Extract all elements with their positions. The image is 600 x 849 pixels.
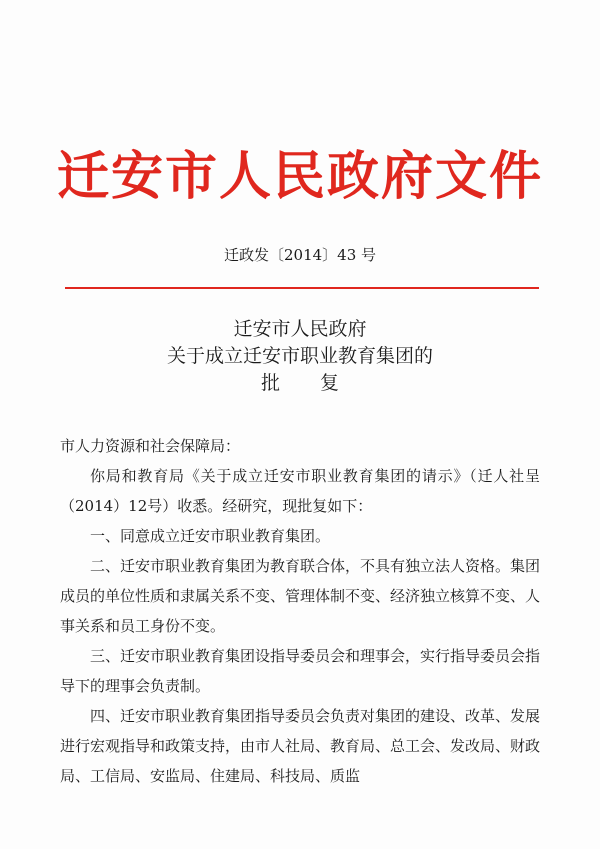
document-number: 迁政发〔2014〕43 号 [223, 246, 377, 264]
document-header-title: 迁安市人民政府文件 [56, 146, 543, 207]
red-divider-line [65, 287, 539, 289]
paragraph-item-4: 四、迁安市职业教育集团指导委员会负责对集团的建设、改革、发展进行宏观指导和政策支持，由市人社局、教育局、总工会、发改局、财政局、工信局、安监局、住建局、科技局、质监 [60, 707, 541, 785]
document-body [60, 431, 540, 791]
paragraph-intro: 你局和教育局《关于成立迁安市职业教育集团的请示》（迁人社呈（2014）12号）收悉。经研究，现批复如下： [60, 467, 540, 515]
title-line-2: 关于成立迁安市职业教育集团的 [166, 345, 433, 367]
title-line-1: 迁安市人民政府 [233, 318, 367, 340]
paragraph-item-3: 三、迁安市职业教育集团设指导委员会和理事会，实行指导委员会指导下的理事会负责制。 [60, 647, 541, 695]
paragraph-item-2: 二、迁安市职业教育集团为教育联合体，不具有独立法人资格。集团成员的单位性质和隶属关系不变、管理体制不变、经济独立核算不变、人事关系和员工身份不变。 [60, 557, 541, 635]
addressee: 市人力资源和社会保障局： [60, 437, 241, 455]
title-line-3: 批复 [260, 372, 379, 394]
document-title [0, 316, 600, 397]
paragraph-item-1: 一、同意成立迁安市职业教育集团。 [90, 527, 331, 545]
